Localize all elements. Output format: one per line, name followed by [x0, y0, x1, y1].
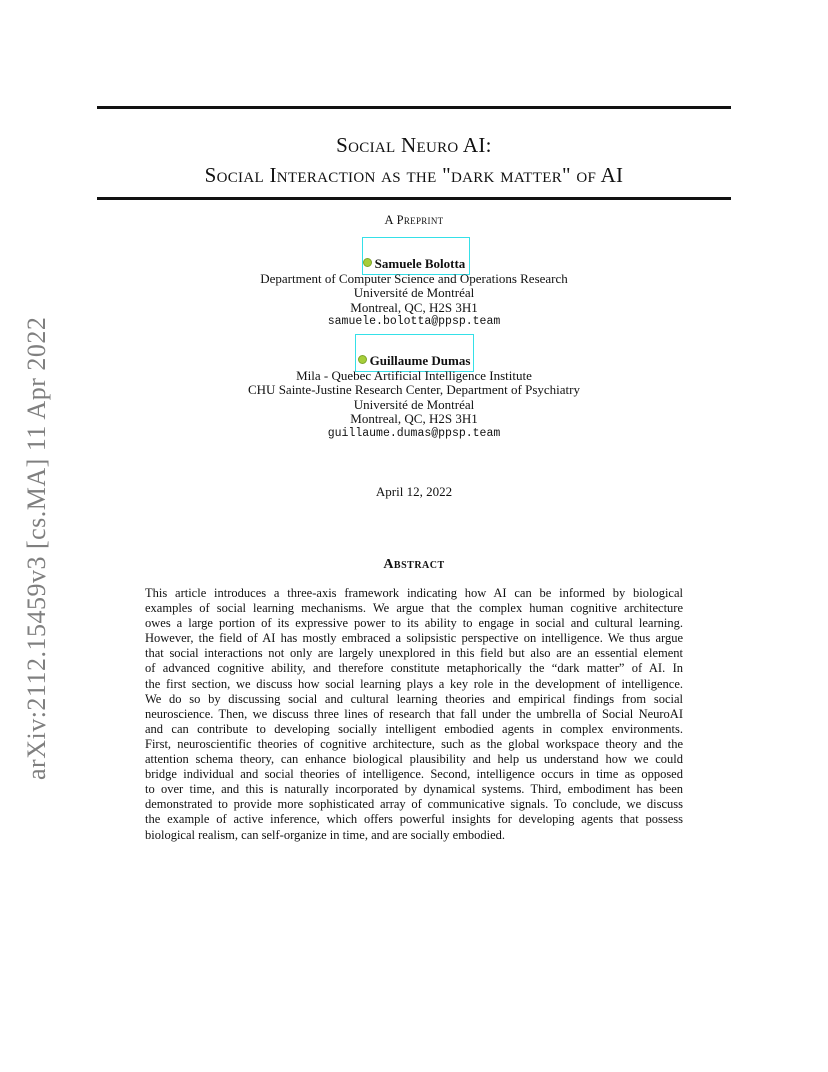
abstract-line: bridge individual and social theories of intelligence. Second, intelligence occurs in time as opposed — [145, 767, 683, 782]
affiliation-line: Department of Computer Science and Operations Research — [260, 270, 568, 286]
author-block — [97, 354, 731, 442]
abstract-line: the example of active inference, which offers powerful insights for developing agents that possess — [145, 812, 683, 827]
abstract-line: and can contribute to developing socially intelligent embodied agents in complex environments. — [145, 721, 683, 736]
title-line-2: Social Interaction as the "dark matter" of AI — [204, 163, 624, 187]
abstract-line: biological realism, can self-organize in time, and are socially embodied. — [145, 827, 506, 842]
affiliation-line: Montreal, QC, H2S 3H1 — [350, 411, 478, 427]
abstract-line: that social interactions not only are largely unexplored in this field but also are an essential element — [145, 646, 683, 661]
abstract-line: attention schema theory, can enhance biological plausibility and help us understand how we could — [145, 752, 683, 767]
abstract-line: demonstrated to provide more sophisticated array of communicative signals. To conclude, we discuss — [145, 797, 683, 812]
abstract-line: the first section, we discuss how social learning plays a key role in the development of intelligence. — [145, 676, 683, 691]
affiliation-line: Mila - Quebec Artificial Intelligence Institute — [296, 367, 532, 383]
affiliation-line: Montreal, QC, H2S 3H1 — [350, 299, 478, 315]
abstract-line: neuroscience. Then, we discuss three lines of research that fall under the umbrella of Social NeuroAI — [145, 706, 683, 721]
abstract-line: to over time, and this is naturally incorporated by dynamical systems. Third, embodiment has been — [145, 782, 683, 797]
author-name-link[interactable] — [361, 257, 468, 272]
author-name-link[interactable] — [356, 354, 473, 369]
title-line-1: Social Neuro AI: — [336, 133, 492, 157]
orcid-icon[interactable] — [363, 258, 372, 267]
publication-date: April 12, 2022 — [375, 484, 453, 499]
abstract-line: This article introduces a three-axis framework indicating how AI can be informed by biological — [145, 586, 683, 600]
title-rule-top — [97, 106, 731, 109]
paper-title — [97, 130, 731, 190]
author-block — [97, 257, 731, 330]
affiliation-line: CHU Sainte-Justine Research Center, Department of Psychiatry — [248, 382, 580, 398]
abstract-line: First, neuroscientific theories of cognitive architecture, such as the global workspace theory and the — [145, 736, 683, 751]
title-rule-bottom — [97, 197, 731, 200]
author-email[interactable]: guillaume.dumas@ppsp.team — [327, 426, 501, 440]
abstract-line: of advanced cognitive ability, and therefore constitute metaphorically the “dark matter” of AI. In — [145, 661, 683, 676]
abstract-line: owes a large portion of its expressive power to its ability to engage in social and cultural learning. — [145, 616, 683, 631]
orcid-icon[interactable] — [358, 355, 367, 364]
affiliation-line: Université de Montréal — [353, 396, 475, 412]
abstract-line: examples of social learning mechanisms. We argue that the complex human cognitive architecture — [145, 601, 683, 616]
affiliation-line: Université de Montréal — [353, 285, 475, 301]
author-name: Samuele Bolotta — [374, 256, 466, 271]
author-name: Guillaume Dumas — [369, 353, 471, 368]
arxiv-identifier-stamp: arXiv:2112.15459v3 [cs.MA] 11 Apr 2022 — [22, 316, 51, 780]
abstract-body — [145, 586, 683, 843]
abstract-line: We do so by discussing social and cultural learning theories and empirical findings from social — [145, 691, 683, 706]
abstract-heading: Abstract — [383, 557, 445, 572]
preprint-label: A Preprint — [384, 213, 444, 227]
abstract-line: However, the field of AI has mostly embraced a solipsistic perspective on intelligence. We thus argue — [145, 631, 683, 646]
author-email[interactable]: samuele.bolotta@ppsp.team — [327, 315, 501, 329]
